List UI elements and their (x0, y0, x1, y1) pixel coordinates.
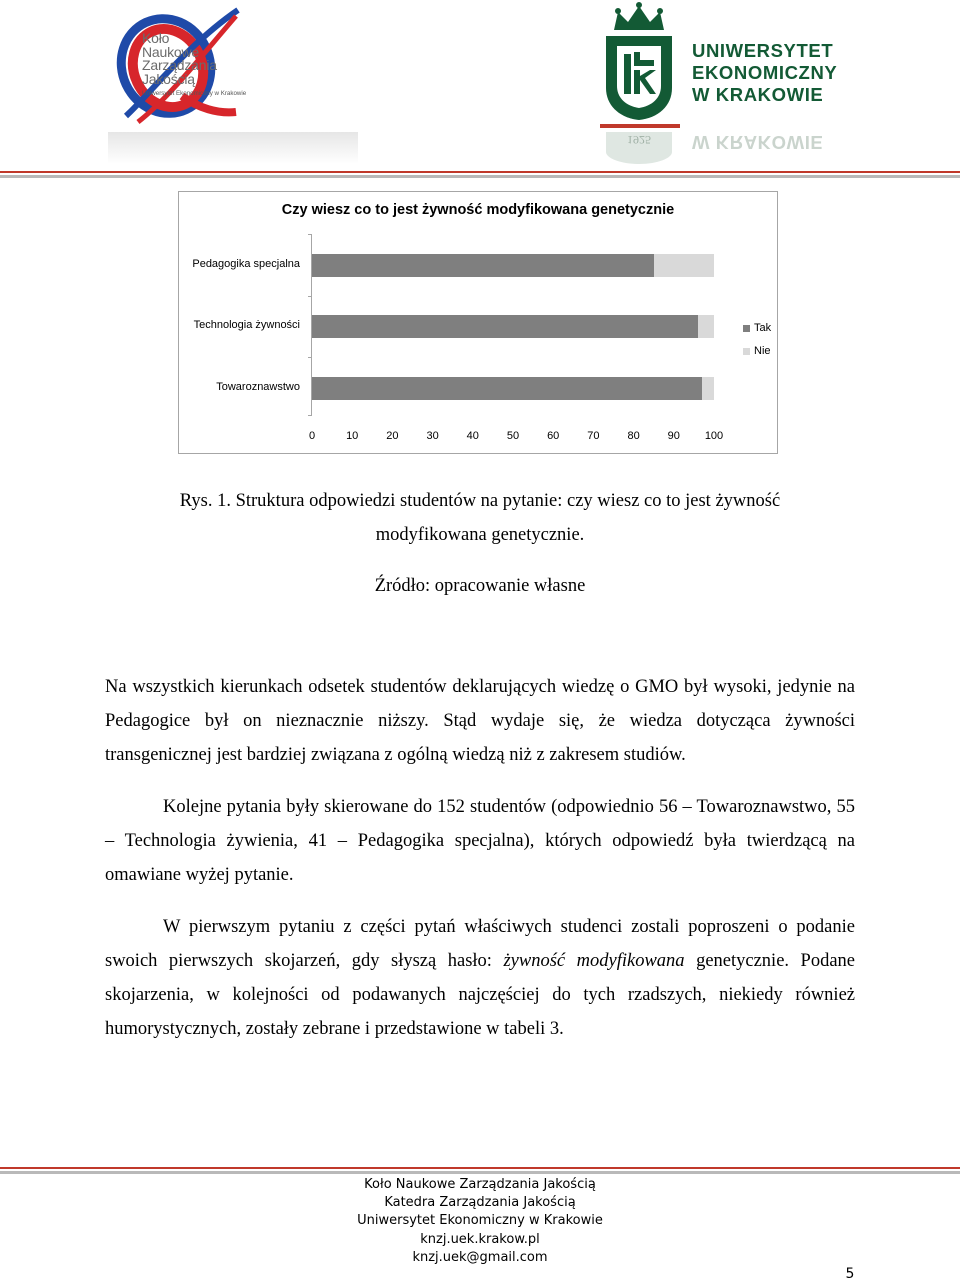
bar-nie (654, 254, 714, 277)
footer-line: Katedra Zarządzania Jakością (384, 1195, 576, 1211)
x-tick-label: 40 (466, 430, 479, 442)
chart-title: Czy wiesz co to jest żywność modyfikowana genetycznie (281, 202, 675, 218)
category-label: Towaroznawstwo (216, 381, 300, 393)
body-paragraph-2 (105, 790, 855, 892)
footer-rule-red (0, 1167, 960, 1169)
uek-year-reflection: 1925 (627, 133, 651, 147)
bar-tak (312, 315, 698, 338)
x-tick-label: 90 (667, 430, 680, 442)
figure-source: Źródło: opracowanie własne (374, 576, 586, 596)
body-paragraph-1 (105, 670, 855, 772)
footer (280, 1176, 680, 1267)
bar-nie (698, 315, 714, 338)
footer-rule-grey (0, 1171, 960, 1174)
footer-link[interactable]: knzj.uek.krakow.pl (420, 1231, 540, 1247)
page-number: 5 (845, 1266, 855, 1282)
y-axis-tick (308, 357, 312, 358)
legend-swatch-nie (743, 348, 750, 355)
knzj-logo-line: Naukowe (142, 43, 199, 60)
header-rule-grey (0, 175, 960, 178)
uek-name-line: EKONOMICZNY (692, 62, 838, 83)
bar-tak (312, 254, 654, 277)
x-tick-label: 50 (506, 430, 520, 442)
footer-line: Uniwersytet Ekonomiczny w Krakowie (357, 1213, 603, 1229)
x-tick-label: 60 (547, 430, 560, 442)
legend-swatch-tak (743, 325, 750, 332)
uek-name-line: W KRAKOWIE (692, 84, 824, 105)
knzj-logo-line: Zarządzania (142, 57, 217, 73)
y-axis-tick (308, 234, 312, 235)
x-tick-label: 70 (587, 430, 600, 442)
paragraph-text-part: genetycznie. Podane skojarzenia, w kolejności od podawanych najczęściej do tych rzadszych, niekiedy również humorystycznych, zostały zebrane i przedstawione w tabeli 3. (105, 951, 856, 1039)
uek-crest-year: 1925 (628, 95, 650, 107)
x-tick-label: 20 (386, 430, 399, 442)
category-label: Pedagogika specjalna (192, 258, 300, 270)
category-label: Technologia żywności (193, 319, 300, 331)
knzj-logo-subtitle: Uniwersytet Ekonomiczny w Krakowie (142, 90, 247, 97)
knzj-logo-text (142, 32, 246, 98)
x-tick-label: 0 (308, 430, 316, 442)
uek-name-reflection: W KRAKOWIE (692, 132, 824, 153)
footer-email[interactable]: knzj.uek@gmail.com (412, 1249, 548, 1265)
paragraph-text: Kolejne pytania były skierowane do 152 studentów (odpowiednio 56 – Towaroznawstwo, 55 – Technologia żywienia, 41 – Pedagogika specjalna), których odpowiedź była twierdzącą na omawiane wyżej pytanie. (105, 797, 855, 885)
knzj-logo-line: Koło (142, 30, 170, 46)
paragraph-text (105, 910, 855, 1046)
uek-name (692, 40, 837, 106)
x-tick-label: 10 (346, 430, 359, 442)
y-axis-tick (308, 415, 312, 416)
legend-label: Nie (754, 345, 771, 357)
bar-nie (702, 377, 714, 400)
x-tick-label: 100 (704, 430, 724, 442)
emphasis-term: żywność modyfikowana (503, 951, 685, 971)
paragraph-text-part: W pierwszym pytaniu z części pytań właściwych studenci zostali poproszeni o podanie swoich pierwszych skojarzeń, gdy słyszą hasło: (105, 917, 855, 971)
figure-caption-line: Rys. 1. Struktura odpowiedzi studentów na pytanie: czy wiesz co to jest żywność (179, 491, 781, 511)
legend-label: Tak (754, 322, 772, 334)
y-axis-tick (308, 296, 312, 297)
uek-name-line: UNIWERSYTET (692, 40, 834, 61)
body-paragraph-3 (105, 910, 855, 1046)
figure-caption-line: modyfikowana genetycznie. (375, 525, 585, 545)
x-tick-label: 80 (627, 430, 640, 442)
header-rule-red (0, 171, 960, 173)
footer-line: Koło Naukowe Zarządzania Jakością (364, 1177, 596, 1192)
figure-caption (100, 484, 860, 552)
x-tick-label: 30 (426, 430, 439, 442)
paragraph-text: Na wszystkich kierunkach odsetek studentów deklarujących wiedzę o GMO był wysoki, jedynie na Pedagogice był on nieznacznie niższy. Stąd wydaje się, że wiedza dotycząca żywności transgenicznej jest bardziej związana z ogólną wiedzą niż z zakresem studiów. (105, 677, 855, 765)
bar-tak (312, 377, 702, 400)
knzj-logo-line: Jakością (142, 70, 195, 87)
